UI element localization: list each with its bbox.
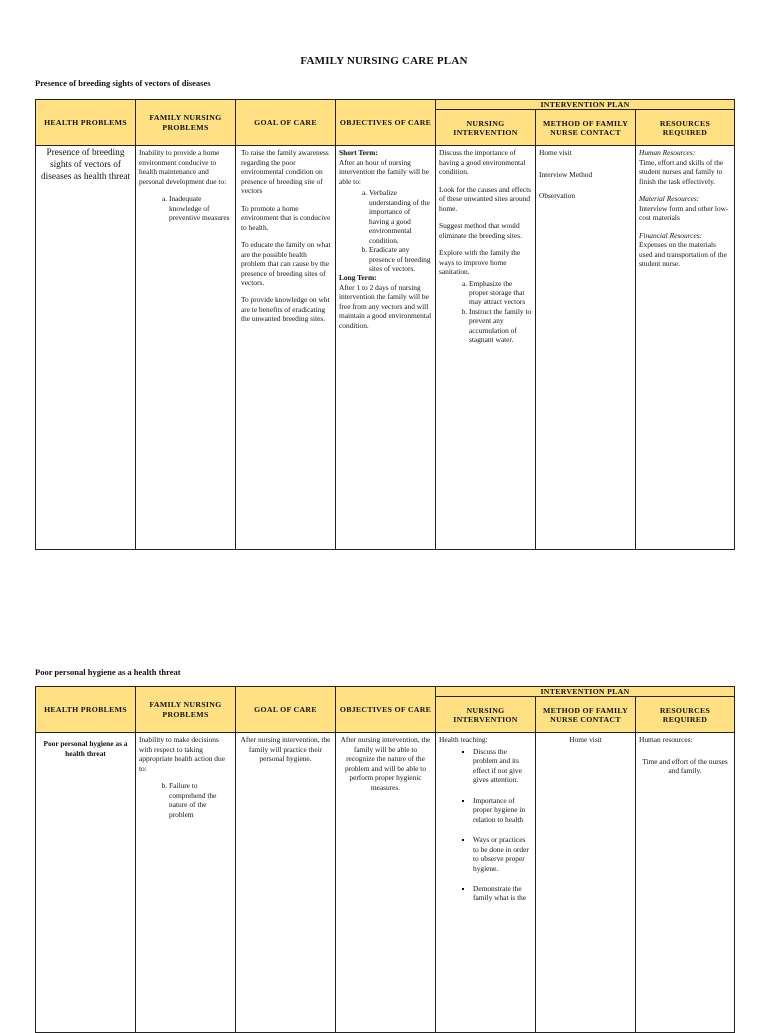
header-method-of-contact: METHOD OF FAMILY NURSE CONTACT	[536, 110, 636, 146]
goal-of-care-cell	[236, 733, 336, 1033]
resource-text: Interview form and other low- cost materials	[639, 203, 729, 223]
long-term-text: After 1 to 2 days of nursing intervention the family will be free from any vectors and will maintain a good environmental condition.	[339, 282, 432, 330]
header-nursing-intervention: NURSING INTERVENTION	[436, 110, 536, 146]
health-problem-text: Presence of breeding sights of vectors of diseases as health threat	[40, 148, 131, 182]
list-item: a. Verbalize understanding of the importance of having a good environmental condition.	[369, 188, 432, 245]
care-plan-table-2	[35, 686, 735, 1033]
intervention-item: Discuss the importance of having a good environmental condition.	[439, 148, 526, 177]
short-term-list	[339, 188, 432, 273]
header-goal-of-care: GOAL OF CARE	[236, 100, 336, 146]
health-problem-cell	[36, 146, 136, 550]
header-family-nursing-problems: FAMILY NURSING PROBLEMS	[136, 687, 236, 733]
resource-text: Expenses on the materials used and transportation of the student nurse.	[639, 240, 727, 269]
header-family-nursing-problems: FAMILY NURSING PROBLEMS	[136, 100, 236, 146]
resource-label: Material Resources:	[639, 194, 700, 204]
short-term-label: Short Term:	[339, 148, 378, 158]
resource-text: Time and effort of the nurses and family.	[642, 756, 728, 776]
intervention-sublist	[439, 279, 532, 345]
family-problem-list	[139, 194, 232, 222]
intervention-item: Explore with the family the ways to improve home sanitation.	[439, 248, 521, 277]
resource-text: Time, effort and skills of the student nurses and family to finish the task effectively.	[639, 157, 724, 186]
section-2-title: Poor personal hygiene as a health threat	[35, 667, 181, 677]
header-resources-required: RESOURCES REQUIRED	[636, 110, 735, 146]
family-nursing-problem-cell	[136, 146, 236, 550]
header-goal-of-care: GOAL OF CARE	[236, 687, 336, 733]
method-item: Observation	[539, 191, 576, 201]
goal-item: To promote a home environment that is conducive to health.	[241, 203, 331, 232]
list-item: b. Eradicate any presence of breeding sites of vectors.	[369, 245, 432, 273]
section-1-title: Presence of breeding sights of vectors of diseases	[35, 78, 211, 88]
header-health-problems: HEALTH PROBLEMS	[36, 687, 136, 733]
objectives-cell	[336, 146, 436, 550]
method-item: Home visit	[569, 735, 602, 745]
health-problem-text: Poor personal hygiene as a health threat	[43, 739, 128, 758]
objectives-cell	[336, 733, 436, 1033]
list-item: a. Emphasize the proper storage that may attract vectors	[469, 279, 532, 307]
list-item: a. Inadequate knowledge of preventive measures	[169, 194, 232, 222]
header-intervention-plan: INTERVENTION PLAN	[436, 687, 735, 697]
nursing-intervention-cell	[436, 146, 536, 550]
header-objectives-of-care: OBJECTIVES OF CARE	[336, 687, 436, 733]
goal-of-care-cell	[236, 146, 336, 550]
document-title: FAMILY NURSING CARE PLAN	[300, 55, 468, 67]
header-resources-required: RESOURCES REQUIRED	[636, 697, 735, 733]
header-objectives-of-care: OBJECTIVES OF CARE	[336, 100, 436, 146]
resource-label: Human resources:	[639, 735, 693, 745]
header-method-of-contact: METHOD OF FAMILY NURSE CONTACT	[536, 697, 636, 733]
resource-label: Financial Resources:	[639, 230, 703, 240]
method-item: Interview Method	[539, 169, 593, 179]
family-problem-intro: Inability to provide a home environment conducive to health maintenance and personal development due to:	[139, 148, 227, 186]
list-item: ▪ Demonstrate the family what is the	[473, 884, 532, 903]
family-problem-list	[139, 781, 232, 819]
objective-item: After nursing intervention, the family will be able to recognize the nature of the problem and will be able to perform proper hygienic measures.	[340, 735, 431, 792]
list-item: b. Failure to comprehend the nature of the problem	[169, 781, 232, 819]
header-nursing-intervention: NURSING INTERVENTION	[436, 697, 536, 733]
resources-cell	[636, 733, 735, 1033]
family-problem-intro: Inability to make decisions with respect to taking appropriate health action due to:	[139, 735, 225, 773]
intervention-intro: Health teaching:	[439, 735, 488, 745]
resources-cell	[636, 146, 735, 550]
header-intervention-plan: INTERVENTION PLAN	[436, 100, 735, 110]
header-health-problems: HEALTH PROBLEMS	[36, 100, 136, 146]
short-term-text: After an hour of nursing intervention the family will be able to:	[339, 157, 429, 186]
method-item: Home visit	[539, 148, 572, 158]
list-item: b. Instruct the family to prevent any accumulation of stagnant water.	[469, 307, 532, 345]
nursing-intervention-cell	[436, 733, 536, 1033]
method-of-contact-cell	[536, 146, 636, 550]
goal-item: To raise the family awareness regarding the poor environmental condition on presence of breeding site of vectors	[241, 148, 329, 196]
health-problem-cell	[36, 733, 136, 1033]
intervention-item: Look for the causes and effects of these unwanted sites around home.	[439, 184, 532, 213]
goal-item: To provide knowledge on wht are te benefits of eradicating the unwanted breeding sites.	[241, 295, 330, 324]
intervention-item: Suggest method that would eliminate the breeding sites.	[439, 221, 522, 240]
list-item: ▪ Ways or practices to be done in order to observe proper hygiene.	[473, 835, 532, 873]
care-plan-table-1	[35, 99, 735, 550]
list-item: ▪ Importance of proper hygiene in relation to health	[473, 796, 532, 824]
family-nursing-problem-cell	[136, 733, 236, 1033]
goal-item: To educate the family on what are the possible health problem that can cause by the presence of breeding sites of vectors.	[241, 240, 331, 287]
intervention-sublist	[439, 747, 532, 903]
method-of-contact-cell	[536, 733, 636, 1033]
long-term-label: Long Term:	[339, 273, 377, 283]
list-item: ▪ Discuss the problem and its effect if not give gives attention.	[473, 747, 532, 785]
resource-label: Human Resources:	[639, 148, 696, 158]
goal-item: After nursing intervention, the family will practice their personal hygiene.	[240, 735, 331, 764]
